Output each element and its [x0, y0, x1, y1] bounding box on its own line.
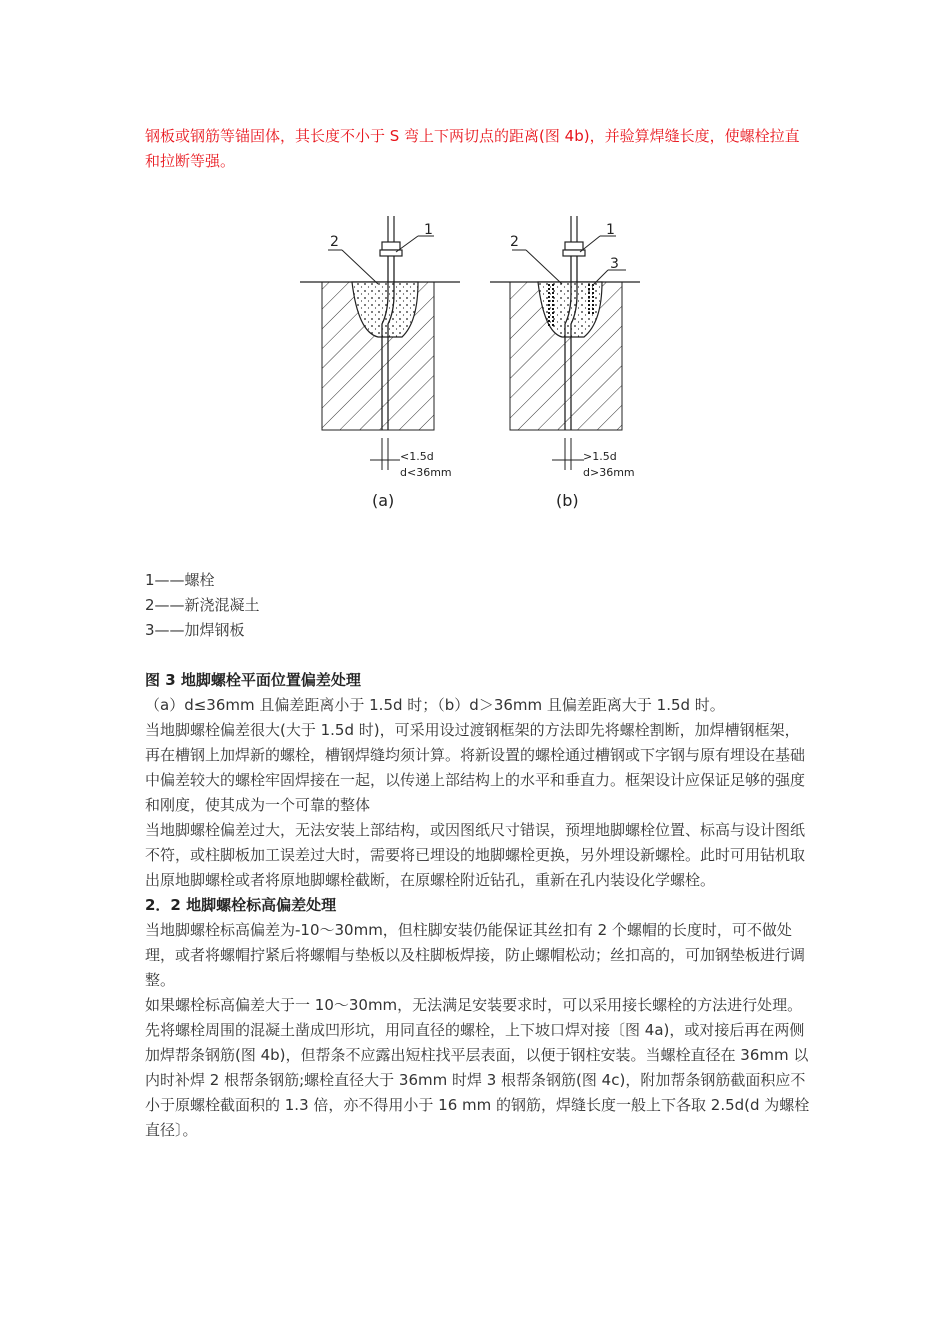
legend-item: 1——螺栓	[145, 571, 215, 589]
diagram-b-label-2: 2	[510, 234, 519, 250]
diagram-a-label-1: 1	[424, 222, 433, 238]
diagram-a-label-2: 2	[330, 234, 339, 250]
diagram-a	[300, 216, 460, 510]
diagram-b-label-3: 3	[610, 256, 619, 272]
diagram-a-dim-top: <1.5d	[400, 450, 434, 463]
section-title: 2．2 地脚螺栓标高偏差处理	[145, 896, 337, 914]
figure-title: 图 3 地脚螺栓平面位置偏差处理	[145, 671, 361, 689]
diagram-b-caption: (b)	[556, 491, 579, 510]
diagram-b-dim-top: >1.5d	[583, 450, 617, 463]
diagram-b	[490, 216, 640, 510]
figure-legend	[145, 568, 810, 643]
paragraph: （a）d≤36mm 且偏差距离小于 1.5d 时；（b）d＞36mm 且偏差距离大于 1.5d 时。	[145, 696, 725, 714]
paragraph: 先将螺栓周围的混凝土凿成凹形坑，用同直径的螺栓，上下坡口焊对接〔图 4a)，或对接后再在两侧加焊帮条钢筋(图 4b)，但帮条不应露出短柱找平层表面，以便于钢柱安装。当螺栓直径在 36mm 以内时补焊 2 根帮条钢筋;螺栓直径大于 36mm 时焊 3 根帮条钢筋(图 4c)，附加帮条钢筋截面积应不小于原螺栓截面积的 1.3 倍，亦不得用小于 16 mm 的钢筋，焊缝长度一般上下各取 2.5d(d 为螺栓直径〕。	[145, 1021, 810, 1139]
body-text	[145, 668, 810, 1143]
diagram-a-dim-bottom: d<36mm	[400, 466, 452, 479]
diagram-b-label-1: 1	[606, 222, 615, 238]
paragraph: 如果螺栓标高偏差大于一 10～30mm，无法满足安装要求时，可以采用接长螺栓的方法进行处理。	[145, 996, 803, 1014]
paragraph: 当地脚螺栓偏差过大，无法安装上部结构，或因图纸尺寸错误，预埋地脚螺栓位置、标高与设计图纸不符，或柱脚板加工误差过大时，需要将已埋设的地脚螺栓更换，另外埋设新螺栓。此时可用钻机取出原地脚螺栓或者将原地脚螺栓截断，在原螺栓附近钻孔，重新在孔内装设化学螺栓。	[145, 821, 806, 889]
diagram-b-dim-bottom: d>36mm	[583, 466, 635, 479]
legend-item: 3——加焊钢板	[145, 621, 245, 639]
paragraph: 当地脚螺栓偏差很大(大于 1.5d 时)，可采用设过渡钢框架的方法即先将螺栓割断，加焊槽钢框架，再在槽钢上加焊新的螺栓，槽钢焊缝均须计算。将新设置的螺栓通过槽钢或下字钢与原有埋设在基础中偏差较大的螺栓牢固焊接在一起，以传递上部结构上的水平和垂直力。框架设计应保证足够的强度和刚度，使其成为一个可靠的整体	[145, 721, 806, 814]
anchor-bolt-figure	[300, 212, 660, 518]
legend-item: 2——新浇混凝土	[145, 596, 260, 614]
intro-paragraph: 钢板或钢筋等锚固体，其长度不小于 S 弯上下两切点的距离(图 4b)，并验算焊缝长度，使螺栓拉直和拉断等强。	[145, 127, 800, 170]
paragraph: 当地脚螺栓标高偏差为-10～30mm，但柱脚安装仍能保证其丝扣有 2 个螺帽的长度时，可不做处理，或者将螺帽拧紧后将螺帽与垫板以及柱脚板焊接，防止螺帽松动；丝扣高的，可加钢垫板进行调整。	[145, 921, 806, 989]
diagram-a-caption: (a)	[372, 491, 395, 510]
